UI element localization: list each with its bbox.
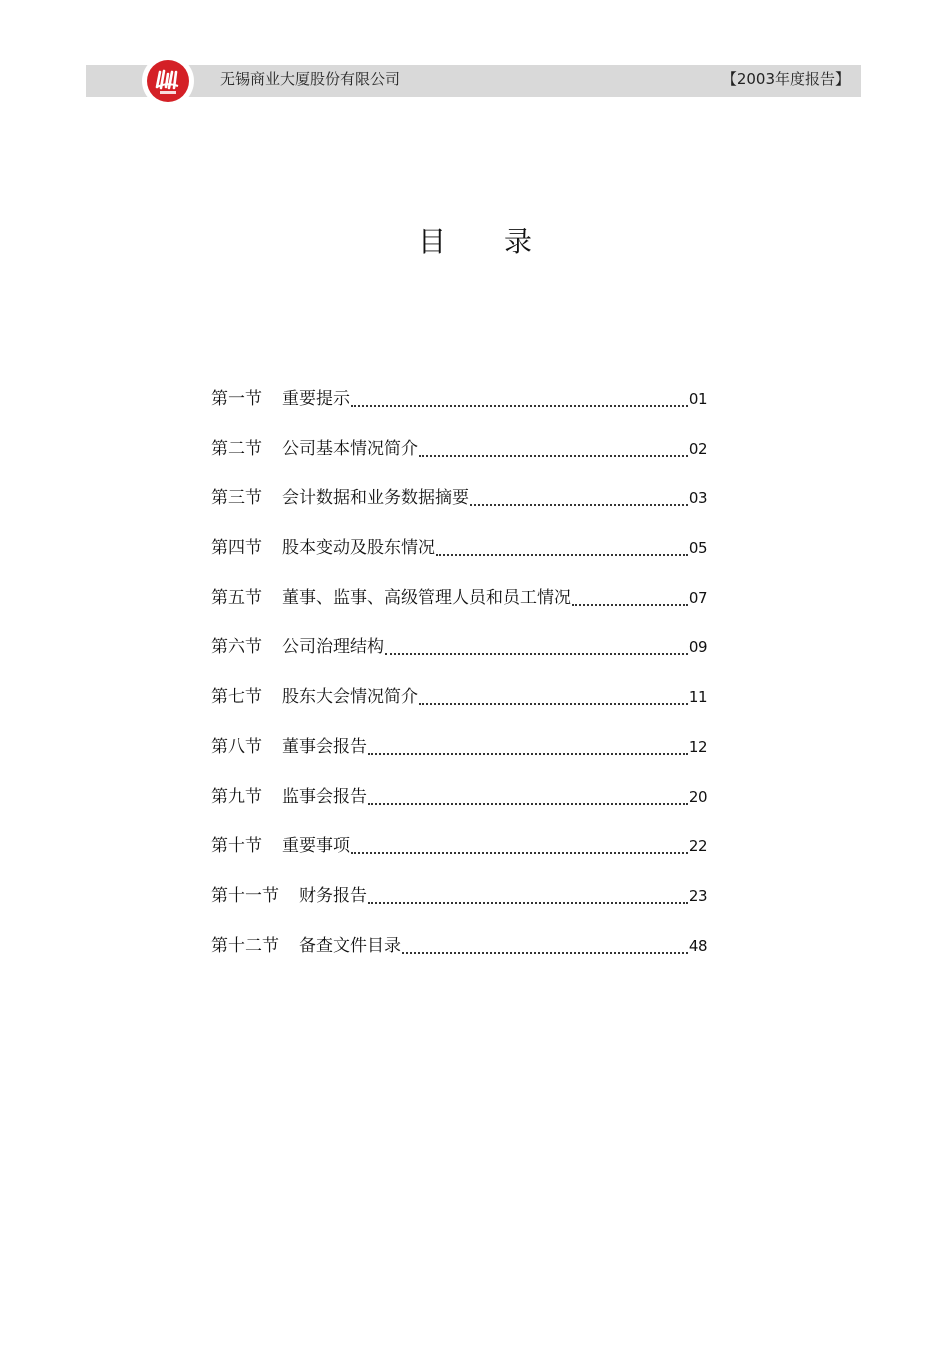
toc-section: 第五节 <box>211 587 262 608</box>
toc-item-3[interactable] <box>211 482 707 532</box>
dot-leader <box>419 681 688 705</box>
toc-title: 公司基本情况简介 <box>282 438 418 459</box>
toc-item-7[interactable] <box>211 681 707 731</box>
dot-leader <box>368 781 688 805</box>
toc-title: 股东大会情况简介 <box>282 687 418 708</box>
toc-title: 会计数据和业务数据摘要 <box>282 488 469 509</box>
toc-page: 12 <box>688 737 707 756</box>
toc-item-2[interactable] <box>211 433 707 483</box>
toc-section: 第八节 <box>211 736 262 757</box>
logo-glyph <box>147 60 189 102</box>
toc-page: 03 <box>688 489 707 508</box>
toc-item-10[interactable] <box>211 830 707 880</box>
report-label: 【2003年度报告】 <box>721 70 850 88</box>
dot-leader <box>419 433 688 457</box>
toc-section: 第十一节 <box>211 885 279 906</box>
dot-leader <box>368 880 688 904</box>
toc-page: 48 <box>688 936 707 955</box>
toc-page: 01 <box>688 390 707 408</box>
toc-page: 07 <box>688 588 707 607</box>
toc-title: 董事、监事、高级管理人员和员工情况 <box>282 587 571 608</box>
toc-title: 董事会报告 <box>282 736 367 757</box>
toc-page: 11 <box>688 688 707 707</box>
toc-title: 监事会报告 <box>282 786 367 807</box>
toc-title: 备查文件目录 <box>299 935 401 956</box>
page-title: 目录 <box>417 225 590 258</box>
toc-section: 第十二节 <box>211 935 279 956</box>
dot-leader <box>436 532 688 556</box>
toc-section: 第六节 <box>211 637 262 658</box>
company-logo-icon <box>147 60 189 102</box>
toc-page: 05 <box>688 539 707 558</box>
toc-item-6[interactable] <box>211 631 707 681</box>
toc-item-12[interactable] <box>211 930 707 980</box>
toc-title: 股本变动及股东情况 <box>282 538 435 559</box>
toc-title: 公司治理结构 <box>282 637 384 658</box>
toc-section: 第七节 <box>211 687 262 708</box>
dot-leader <box>385 631 688 655</box>
toc-page: 09 <box>688 638 707 657</box>
toc-page: 20 <box>688 787 707 806</box>
dot-leader <box>572 582 688 606</box>
toc-section: 第一节 <box>211 389 262 409</box>
company-logo <box>142 55 194 107</box>
toc-title: 财务报告 <box>299 885 367 906</box>
company-name: 无锡商业大厦股份有限公司 <box>220 70 401 88</box>
toc-section: 第九节 <box>211 786 262 807</box>
toc-title: 重要提示 <box>282 389 350 409</box>
toc-title: 重要事项 <box>282 836 350 857</box>
toc-page: 23 <box>688 886 707 905</box>
table-of-contents <box>211 383 707 979</box>
toc-item-4[interactable] <box>211 532 707 582</box>
toc-item-1[interactable] <box>211 383 707 433</box>
toc-item-5[interactable] <box>211 582 707 632</box>
dot-leader <box>368 731 688 755</box>
toc-item-9[interactable] <box>211 781 707 831</box>
toc-section: 第十节 <box>211 836 262 857</box>
dot-leader <box>351 830 688 854</box>
toc-section: 第二节 <box>211 438 262 459</box>
dot-leader <box>402 930 688 954</box>
toc-page: 22 <box>688 837 707 856</box>
toc-item-8[interactable] <box>211 731 707 781</box>
dot-leader <box>351 383 688 407</box>
toc-item-11[interactable] <box>211 880 707 930</box>
toc-section: 第四节 <box>211 538 262 559</box>
toc-section: 第三节 <box>211 488 262 509</box>
dot-leader <box>470 482 688 506</box>
toc-page: 02 <box>688 439 707 458</box>
